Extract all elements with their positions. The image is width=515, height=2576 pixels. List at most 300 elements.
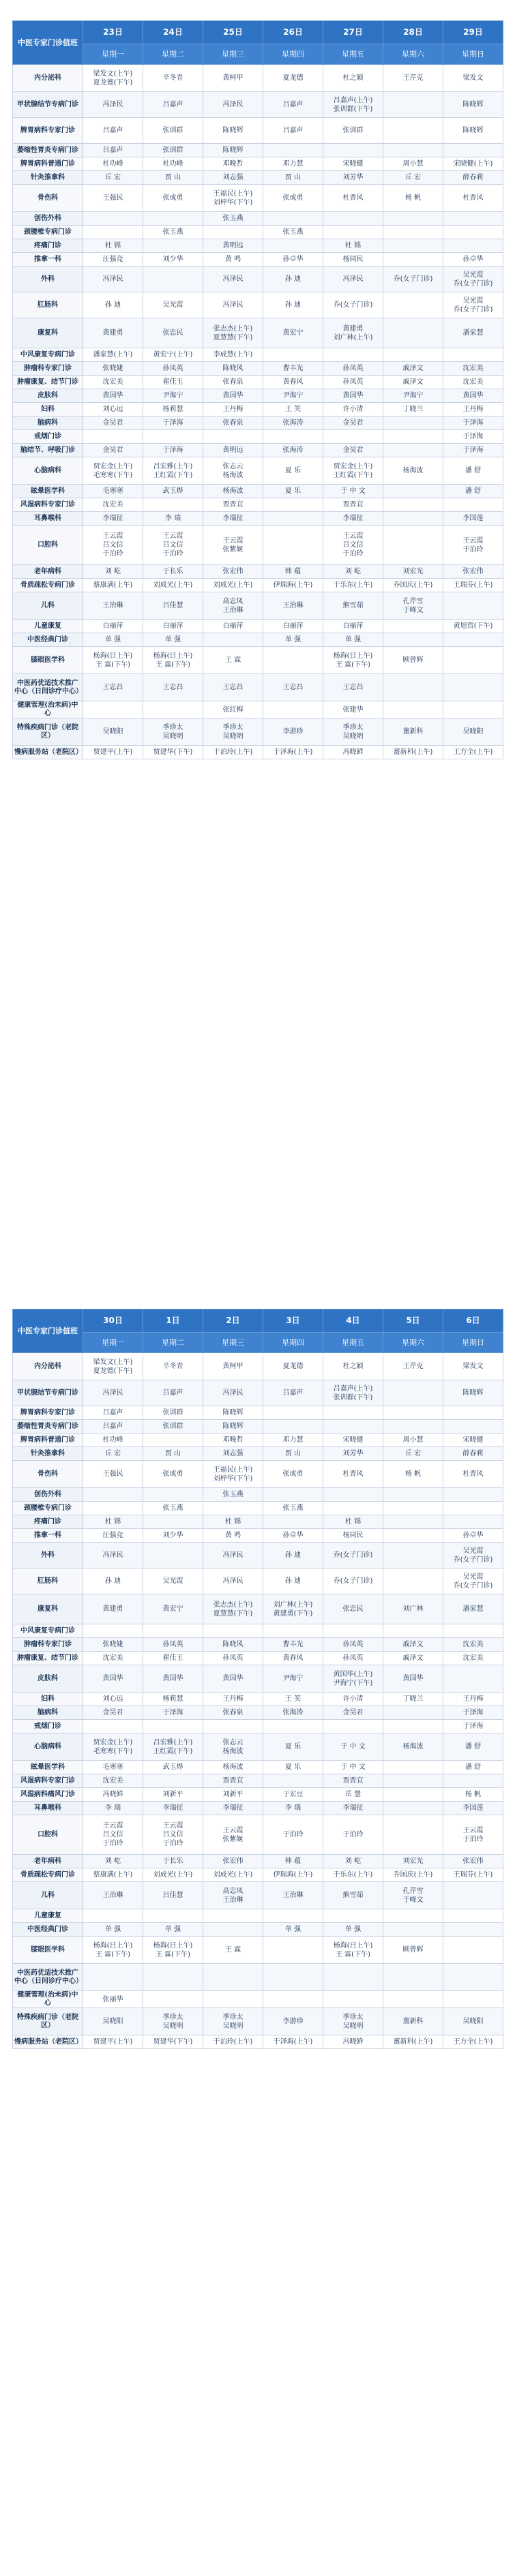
- doctor-name: 张海涛: [282, 1709, 304, 1716]
- doctor-cell: [83, 1515, 143, 1529]
- doctor-cell: [203, 1991, 263, 2008]
- doctor-name: 王云霞: [342, 532, 364, 540]
- date-cell: 30日: [83, 1309, 143, 1333]
- doctor-name: 张紫姬: [222, 1835, 244, 1843]
- doctor-name: 张春泉: [222, 1709, 244, 1716]
- doctor-cell: [143, 1733, 203, 1761]
- doctor-name: 夏 乐: [284, 1743, 301, 1751]
- doctor-cell: [263, 1420, 323, 1434]
- table-row: [13, 1515, 503, 1529]
- doctor-cell: [443, 1774, 503, 1788]
- department-name: 肿瘤科专家门诊: [13, 362, 83, 376]
- doctor-name: 黄国华: [102, 1675, 123, 1682]
- doctor-cell: [83, 718, 143, 746]
- doctor-cell: [383, 185, 443, 212]
- doctor-name: 单 强: [344, 1926, 362, 1933]
- doctor-name: 于宏豆: [282, 1791, 304, 1798]
- doctor-name: 邓力慧: [282, 1436, 304, 1444]
- doctor-name: 孙卓华: [282, 1532, 304, 1539]
- doctor-cell: [203, 485, 263, 498]
- doctor-cell: [83, 592, 143, 620]
- doctor-cell: [383, 65, 443, 92]
- doctor-cell: [443, 1706, 503, 1720]
- doctor-name: 张玉燕: [282, 1504, 304, 1512]
- doctor-name: 王治琳: [102, 1892, 123, 1899]
- doctor-cell: [263, 430, 323, 444]
- doctor-cell: [203, 2035, 263, 2049]
- doctor-name: 贾晋宜: [222, 1777, 244, 1785]
- doctor-cell: [143, 1461, 203, 1488]
- doctor-name: 王瑞芬(上午): [453, 581, 493, 589]
- doctor-cell: [443, 1594, 503, 1624]
- table-row: [13, 1882, 503, 1909]
- doctor-name: 吕嘉声: [282, 1389, 304, 1397]
- table-row: [13, 403, 503, 416]
- doctor-cell: [83, 674, 143, 701]
- department-name: 脑病科: [13, 1706, 83, 1720]
- doctor-name: 刘新平: [222, 1791, 244, 1798]
- doctor-cell: [443, 118, 503, 144]
- doctor-cell: [83, 457, 143, 485]
- doctor-name: 于长乐: [162, 1858, 183, 1865]
- doctor-name: 孙凤英: [342, 1654, 364, 1662]
- table-row: [13, 185, 503, 212]
- doctor-cell: [443, 239, 503, 253]
- doctor-name: 王 笑: [284, 1695, 301, 1703]
- doctor-cell: [263, 579, 323, 592]
- doctor-name: 冯泽民: [102, 101, 123, 108]
- doctor-name: 杜功峰: [162, 160, 183, 168]
- doctor-name: 杜 锦: [344, 242, 362, 249]
- doctor-cell: [263, 1733, 323, 1761]
- doctor-name: 冯泽民: [102, 275, 123, 283]
- doctor-name: 戚泽文: [402, 378, 424, 386]
- doctor-cell: [383, 718, 443, 746]
- doctor-cell: [83, 1461, 143, 1488]
- doctor-cell: [323, 1720, 383, 1733]
- doctor-name: 王忠昌: [282, 684, 304, 691]
- department-name: 膝眼医学科: [13, 1937, 83, 1964]
- doctor-name: 刘志强: [222, 1450, 244, 1457]
- doctor-cell: [83, 2008, 143, 2035]
- doctor-name: 于峰文: [402, 606, 424, 614]
- doctor-cell: [263, 718, 323, 746]
- doctor-cell: [263, 701, 323, 718]
- department-name: 内分泌科: [13, 65, 83, 92]
- doctor-name: 王方全(上午): [453, 2038, 493, 2046]
- doctor-cell: [143, 1693, 203, 1706]
- doctor-name: 尹海宁: [402, 392, 424, 399]
- doctor-cell: [323, 292, 383, 318]
- doctor-name: 孙 迪: [284, 1551, 301, 1559]
- doctor-name: 王 霖: [224, 656, 241, 664]
- doctor-cell: [383, 746, 443, 759]
- doctor-name: 杨海(日上午): [93, 1941, 133, 1950]
- doctor-cell: [203, 1447, 263, 1461]
- doctor-cell: [263, 267, 323, 292]
- doctor-name: 季珍太: [162, 2013, 183, 2021]
- doctor-cell: [443, 512, 503, 526]
- doctor-cell: [203, 362, 263, 376]
- doctor-name: 丘 宏: [104, 1450, 121, 1457]
- doctor-name: 张训群: [162, 147, 183, 154]
- doctor-cell: [203, 498, 263, 512]
- doctor-cell: [323, 1652, 383, 1665]
- doctor-cell: [203, 1461, 263, 1488]
- date-cell: 23日: [83, 21, 143, 44]
- doctor-name: 于泽海: [162, 446, 183, 454]
- doctor-cell: [443, 565, 503, 579]
- doctor-cell: [83, 1406, 143, 1420]
- doctor-name: 贾建平(上午): [93, 748, 133, 756]
- doctor-cell: [143, 1488, 203, 1502]
- doctor-name: 于泊玲: [342, 550, 364, 558]
- doctor-cell: [263, 1909, 323, 1923]
- doctor-name: 杜之颖: [342, 1363, 364, 1370]
- doctor-cell: [203, 457, 263, 485]
- date-cell: 25日: [203, 21, 263, 44]
- doctor-name: 夏龙德(下午): [93, 1367, 133, 1375]
- doctor-cell: [83, 1802, 143, 1815]
- table-row: [13, 1502, 503, 1515]
- department-name: 肛肠科: [13, 292, 83, 318]
- doctor-cell: [383, 579, 443, 592]
- doctor-cell: [443, 1882, 503, 1909]
- department-name: 皮肤科: [13, 389, 83, 403]
- doctor-cell: [443, 185, 503, 212]
- doctor-cell: [263, 1488, 323, 1502]
- doctor-name: 潘家慧: [462, 329, 484, 337]
- doctor-cell: [203, 592, 263, 620]
- doctor-cell: [203, 1502, 263, 1515]
- weekday-cell: 星期二: [143, 1333, 203, 1353]
- doctor-name: 黄宏宁: [282, 329, 304, 337]
- doctor-cell: [83, 1706, 143, 1720]
- doctor-name: 宋晓健(上午): [453, 160, 493, 168]
- doctor-name: 武玉烨: [162, 487, 183, 495]
- doctor-name: 单 强: [344, 636, 362, 643]
- doctor-name: 梁发文: [462, 1363, 484, 1370]
- doctor-cell: [323, 389, 383, 403]
- doctor-cell: [83, 157, 143, 171]
- doctor-name: 王云霞: [162, 532, 183, 540]
- doctor-cell: [443, 253, 503, 267]
- doctor-cell: [263, 1693, 323, 1706]
- doctor-cell: [443, 485, 503, 498]
- date-cell: 3日: [263, 1309, 323, 1333]
- doctor-name: 汪强竞: [102, 1532, 123, 1539]
- doctor-name: 王忠昌: [102, 684, 123, 691]
- weekday-cell: 星期二: [143, 44, 203, 65]
- doctor-cell: [83, 1964, 143, 1991]
- doctor-cell: [143, 185, 203, 212]
- doctor-cell: [83, 430, 143, 444]
- doctor-cell: [383, 1720, 443, 1733]
- doctor-cell: [203, 65, 263, 92]
- doctor-name: 王强民: [102, 1470, 123, 1478]
- doctor-cell: [383, 1529, 443, 1543]
- doctor-cell: [83, 1761, 143, 1774]
- doctor-name: 张建华: [342, 706, 364, 714]
- department-name: 老年病科: [13, 1855, 83, 1868]
- date-cell: 6日: [443, 1309, 503, 1333]
- doctor-cell: [83, 2035, 143, 2049]
- department-name: 内分泌科: [13, 1353, 83, 1380]
- doctor-cell: [203, 1515, 263, 1529]
- doctor-cell: [143, 1909, 203, 1923]
- doctor-name: 王 霖(下午): [95, 1950, 130, 1958]
- doctor-name: 孙 迪: [284, 1577, 301, 1585]
- doctor-cell: [323, 1909, 383, 1923]
- department-name: 健康管理(治未病)中心: [13, 1991, 83, 2008]
- department-name: 风湿病科痛风门诊: [13, 1788, 83, 1802]
- weekday-cell: 星期三: [203, 44, 263, 65]
- table-row: [13, 144, 503, 157]
- doctor-name: 张宏伟: [462, 568, 484, 575]
- table-row: [13, 1868, 503, 1882]
- doctor-cell: [383, 1693, 443, 1706]
- doctor-cell: [83, 292, 143, 318]
- doctor-name: 王丹梅: [462, 1695, 484, 1703]
- doctor-name: 冯泽民: [222, 275, 244, 283]
- table-row: [13, 457, 503, 485]
- department-name: 萎缩性胃炎专病门诊: [13, 144, 83, 157]
- table-row: [13, 292, 503, 318]
- table-row: [13, 498, 503, 512]
- date-cell: 24日: [143, 21, 203, 44]
- doctor-name: 戚泽文: [402, 1641, 424, 1648]
- doctor-cell: [443, 674, 503, 701]
- department-name: 康复科: [13, 1594, 83, 1624]
- doctor-name: 王方全(上午): [453, 748, 493, 756]
- doctor-name: 杨海波: [222, 471, 244, 479]
- doctor-cell: [383, 2035, 443, 2049]
- doctor-cell: [323, 1420, 383, 1434]
- doctor-cell: [143, 1624, 203, 1638]
- table-row: [13, 1569, 503, 1594]
- doctor-cell: [203, 389, 263, 403]
- doctor-cell: [83, 1882, 143, 1909]
- doctor-cell: [383, 144, 443, 157]
- doctor-cell: [323, 253, 383, 267]
- doctor-cell: [443, 1353, 503, 1380]
- doctor-name: 吕宏雅(上午): [153, 462, 193, 470]
- doctor-cell: [83, 362, 143, 376]
- doctor-cell: [263, 498, 323, 512]
- doctor-cell: [383, 674, 443, 701]
- doctor-cell: [443, 1991, 503, 2008]
- doctor-name: 孙 迪: [284, 275, 301, 283]
- doctor-cell: [263, 1543, 323, 1569]
- doctor-cell: [143, 1761, 203, 1774]
- doctor-name: 王丹梅: [222, 406, 244, 413]
- doctor-cell: [383, 226, 443, 239]
- table-row: [13, 1923, 503, 1937]
- doctor-name: 沈宏美: [462, 365, 484, 372]
- table-row: [13, 1855, 503, 1868]
- doctor-name: 王忠昌: [222, 684, 244, 691]
- doctor-cell: [143, 1434, 203, 1447]
- doctor-cell: [383, 1788, 443, 1802]
- doctor-cell: [263, 1624, 323, 1638]
- doctor-cell: [143, 1882, 203, 1909]
- doctor-name: 陈晓辉: [462, 101, 484, 108]
- doctor-cell: [383, 512, 443, 526]
- doctor-cell: [143, 718, 203, 746]
- doctor-cell: [143, 92, 203, 118]
- table-row: [13, 212, 503, 226]
- doctor-cell: [323, 1529, 383, 1543]
- table-row: [13, 1733, 503, 1761]
- doctor-name: 黄明远: [222, 242, 244, 249]
- doctor-name: 李 瑞: [104, 1804, 121, 1812]
- doctor-cell: [323, 512, 383, 526]
- doctor-name: 黄建勇(下午): [273, 1609, 313, 1618]
- doctor-name: 刘广林: [402, 1605, 424, 1613]
- doctor-name: 贾宏金(上午): [93, 462, 133, 470]
- doctor-name: 吕佳慧: [162, 1892, 183, 1899]
- doctor-cell: [323, 1937, 383, 1964]
- doctor-name: 吴晓明: [162, 2022, 183, 2030]
- doctor-name: 岳 慧: [344, 1791, 362, 1798]
- doctor-cell: [83, 1868, 143, 1882]
- doctor-cell: [83, 746, 143, 759]
- doctor-cell: [323, 498, 383, 512]
- department-name: 慢病服务站（老院区）: [13, 2035, 83, 2049]
- doctor-cell: [83, 1353, 143, 1380]
- doctor-cell: [383, 1624, 443, 1638]
- doctor-cell: [383, 1761, 443, 1774]
- doctor-cell: [203, 1569, 263, 1594]
- doctor-name: 贾晋宜: [222, 501, 244, 509]
- doctor-cell: [263, 674, 323, 701]
- table-row: [13, 1964, 503, 1991]
- doctor-cell: [383, 1815, 443, 1855]
- table-row: [13, 1434, 503, 1447]
- doctor-name: 乔(女子门诊): [333, 301, 373, 309]
- doctor-name: 曹丰光: [282, 365, 304, 372]
- doctor-name: 潘 舒: [465, 1763, 482, 1771]
- doctor-cell: [83, 1488, 143, 1502]
- doctor-cell: [323, 526, 383, 565]
- doctor-cell: [443, 526, 503, 565]
- weekday-cell: 星期日: [443, 44, 503, 65]
- date-cell: 29日: [443, 21, 503, 44]
- table-row: [13, 1706, 503, 1720]
- department-name: 风湿病科专家门诊: [13, 1774, 83, 1788]
- doctor-cell: [383, 1502, 443, 1515]
- table-row: [13, 1991, 503, 2008]
- doctor-cell: [203, 2008, 263, 2035]
- doctor-name: 王红霞(下午): [333, 471, 373, 479]
- doctor-name: 乔(女子门诊): [453, 305, 493, 314]
- doctor-cell: [383, 1543, 443, 1569]
- doctor-name: 冯泽民: [222, 101, 244, 108]
- doctor-cell: [443, 498, 503, 512]
- doctor-cell: [203, 1706, 263, 1720]
- doctor-name: 刘新平: [162, 1791, 183, 1798]
- doctor-cell: [323, 1774, 383, 1788]
- doctor-cell: [203, 171, 263, 185]
- doctor-cell: [83, 1991, 143, 2008]
- department-name: 慢病服务站（老院区）: [13, 746, 83, 759]
- doctor-cell: [83, 376, 143, 389]
- department-name: 针灸推拿科: [13, 171, 83, 185]
- doctor-cell: [383, 1774, 443, 1788]
- doctor-name: 黄国华: [222, 392, 244, 399]
- doctor-name: 吴晓明: [222, 2022, 244, 2030]
- doctor-name: 王瑞芬(上午): [453, 1871, 493, 1879]
- department-name: 萎缩性胃炎专病门诊: [13, 1420, 83, 1434]
- doctor-name: 冯泽民: [222, 1389, 244, 1397]
- doctor-name: 吕嘉声: [102, 127, 123, 134]
- doctor-cell: [143, 620, 203, 633]
- doctor-cell: [443, 1788, 503, 1802]
- doctor-cell: [263, 1706, 323, 1720]
- doctor-cell: [443, 1720, 503, 1733]
- doctor-cell: [143, 253, 203, 267]
- doctor-name: 乔(女子门诊): [453, 279, 493, 288]
- doctor-name: 金昊君: [342, 419, 364, 427]
- doctor-name: 乔(女子门诊): [333, 1577, 373, 1585]
- doctor-name: 王强民: [102, 194, 123, 202]
- weekday-cell: 星期六: [383, 1333, 443, 1353]
- doctor-cell: [323, 1515, 383, 1529]
- doctor-cell: [323, 1693, 383, 1706]
- doctor-name: 孙凤英: [342, 1641, 364, 1648]
- doctor-cell: [383, 1652, 443, 1665]
- weekday-cell: 星期四: [263, 1333, 323, 1353]
- doctor-name: 贾 山: [164, 1450, 181, 1457]
- doctor-name: 孙 迪: [284, 301, 301, 309]
- department-name: 妇科: [13, 1693, 83, 1706]
- doctor-name: 乔(女子门诊): [453, 1581, 493, 1590]
- doctor-cell: [203, 267, 263, 292]
- doctor-cell: [203, 1380, 263, 1406]
- doctor-name: 贾宏金(上午): [93, 1738, 133, 1746]
- doctor-name: 杜之颖: [342, 74, 364, 82]
- doctor-cell: [83, 1923, 143, 1937]
- doctor-name: 丘 宏: [404, 174, 422, 181]
- doctor-name: 曹丰光: [282, 1641, 304, 1648]
- table-row: [13, 1529, 503, 1543]
- table-row: [13, 92, 503, 118]
- doctor-name: 王福民(上午): [213, 190, 253, 198]
- doctor-cell: [83, 701, 143, 718]
- table-row: [13, 239, 503, 253]
- doctor-cell: [203, 1909, 263, 1923]
- doctor-name: 刘成光(上午): [213, 1871, 253, 1879]
- doctor-cell: [443, 1693, 503, 1706]
- doctor-name: 吴晓阳: [102, 2018, 123, 2025]
- doctor-name: 沈宏美: [102, 501, 123, 509]
- doctor-cell: [323, 239, 383, 253]
- doctor-cell: [143, 267, 203, 292]
- doctor-cell: [443, 1447, 503, 1461]
- doctor-name: 单 强: [164, 1926, 181, 1933]
- doctor-name: 丁晓兰: [402, 406, 424, 413]
- doctor-cell: [443, 157, 503, 171]
- doctor-name: 梁发文(上午): [93, 70, 133, 78]
- table-row: [13, 674, 503, 701]
- doctor-name: 李国莲: [462, 515, 484, 522]
- doctor-cell: [143, 362, 203, 376]
- table-row: [13, 1788, 503, 1802]
- doctor-name: 于泊玲(上午): [213, 748, 253, 756]
- doctor-cell: [263, 1855, 323, 1868]
- doctor-cell: [83, 65, 143, 92]
- doctor-name: 黄建勇: [102, 329, 123, 337]
